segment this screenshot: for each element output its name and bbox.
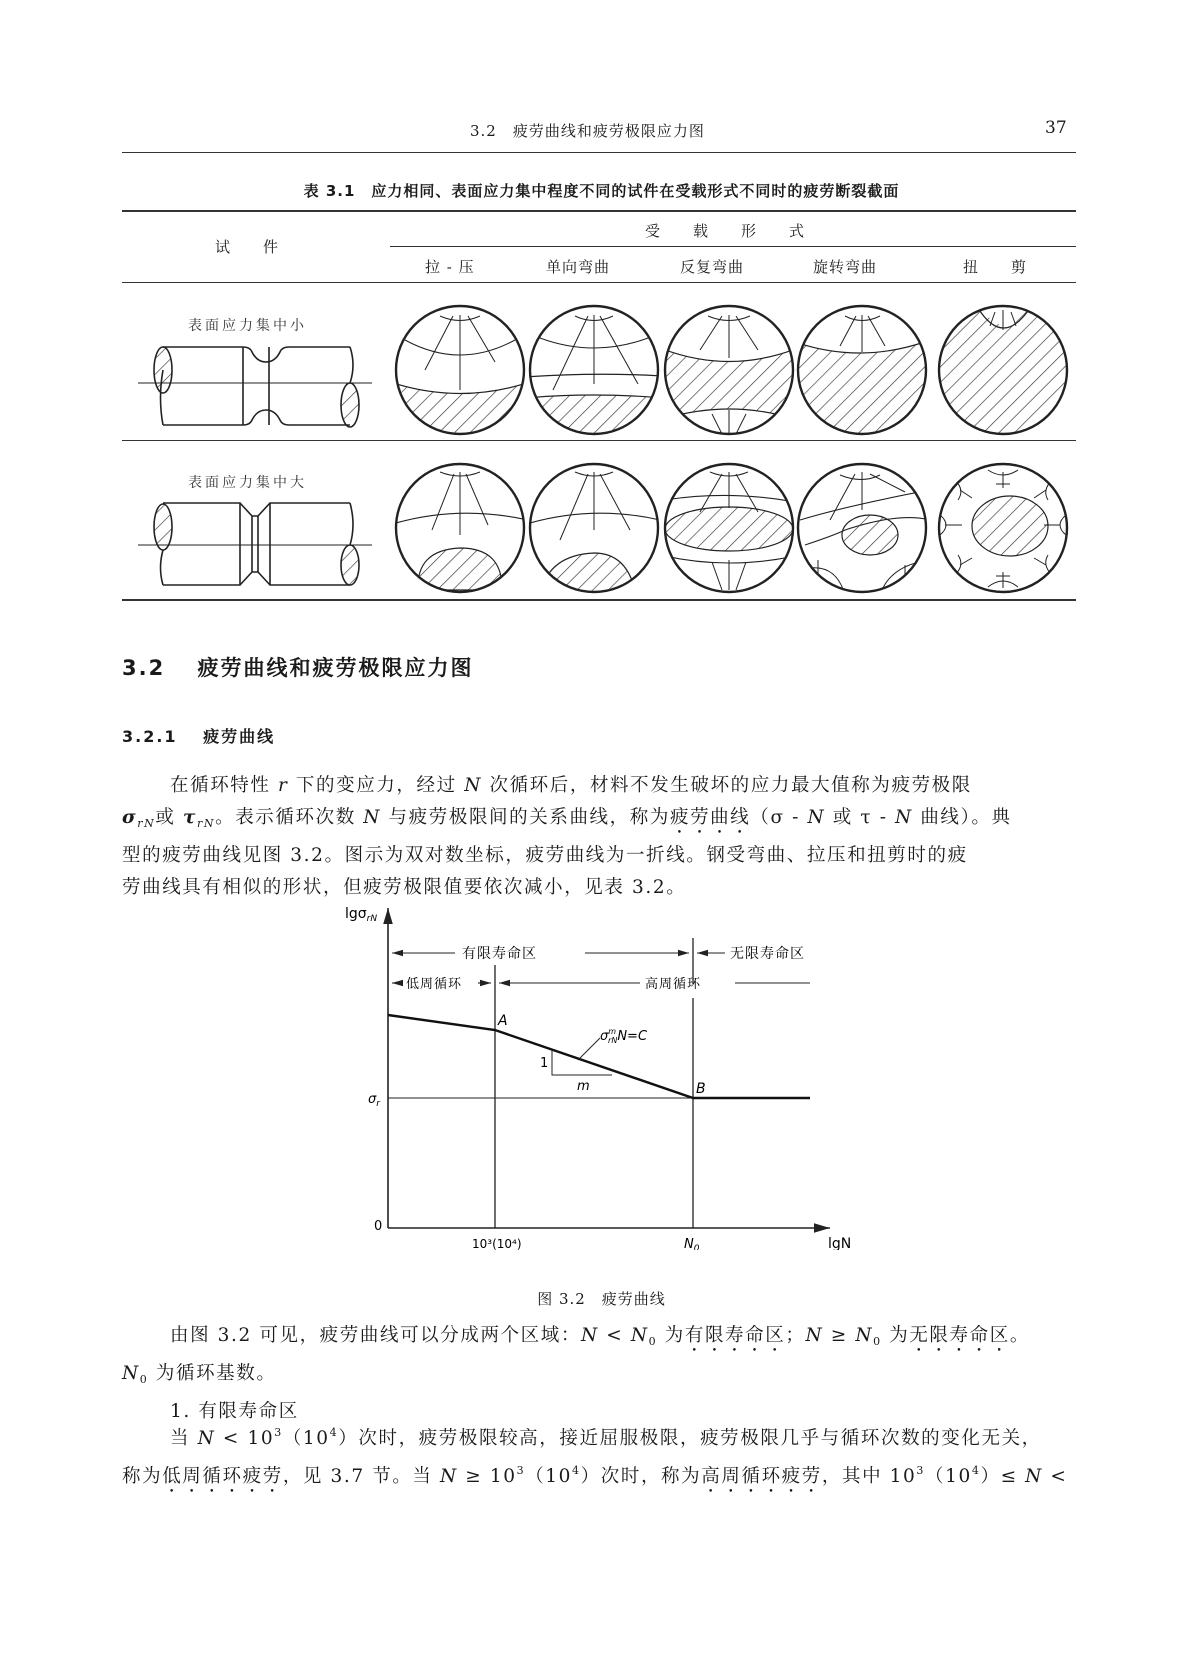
fatigue-curve-series — [388, 1015, 810, 1098]
fracture-section-rotating-bending-small — [795, 306, 930, 440]
slope-run-label: m — [577, 1079, 590, 1094]
fracture-section-unidirectional-bending-small — [525, 306, 663, 440]
region-label: 低周循环 — [406, 977, 463, 992]
specimen-large-concentration-drawing — [138, 503, 372, 585]
region-label: 高周循环 — [645, 977, 702, 992]
paragraph-low-high-cycle: 当 $N < 10^3(10^4)$次时，疲劳极限较高，接近屈服极限，疲劳极限几乎与循环次数的变化无关， 称为低周循环疲劳，见 3.7 节。当 $N \ge 10^3(10^4)$次时，称为高周循环疲劳，其中 $10^3(10^4)\le N$ < — [122, 1426, 1068, 1487]
table-caption: 表 3.1 应力相同、表面应力集中程度不同的试件在受载形式不同时的疲劳断裂截面 — [303, 182, 900, 200]
fracture-section-torsion-small — [935, 305, 1075, 440]
equation-label: $\sigma^m$ rNN=C — [600, 1027, 648, 1045]
table-header-load-type: 单向弯曲 — [546, 258, 611, 276]
equation-leader — [578, 1038, 600, 1060]
point-a-label: A — [498, 1013, 508, 1029]
fracture-section-tension-large — [396, 464, 528, 592]
origin-label: 0 — [374, 1219, 383, 1234]
fracture-section-reversed-bending-large — [665, 464, 795, 592]
fracture-section-reversed-bending-small — [660, 306, 798, 434]
table-header-specimen: 试 件 — [215, 238, 280, 256]
emphasis-term: 无限寿命区 — [909, 1325, 1010, 1346]
emphasis-term: 有限寿命区 — [684, 1325, 786, 1346]
y-tick-label: $\sigma_r$ — [368, 1092, 380, 1109]
x-tick-label: $N_0$ — [684, 1237, 700, 1250]
table-row-label: 表面应力集中大 — [188, 475, 307, 491]
list-item: 1. 有限寿命区 — [170, 1401, 299, 1422]
y-axis-label: lgσ$_{rN}$ — [345, 906, 378, 924]
paragraph-regions: 由图 3.2 可见，疲劳曲线可以分成两个区域：$N < N_0$ 为有限寿命区；$N \ge N_0$ 为无限寿命区。 $N_0$ 为循环基数。 1. 有限寿命区 — [122, 1320, 1077, 1428]
region-label: 有限寿命区 — [462, 946, 537, 962]
subsection-heading: 3.2.1 疲劳曲线 — [122, 727, 276, 746]
fracture-section-unidirectional-bending-large — [530, 464, 660, 595]
region-label: 无限寿命区 — [730, 946, 805, 962]
emphasis-term: 高周循环疲劳 — [701, 1466, 822, 1487]
slope-rise-label: 1 — [540, 1056, 549, 1071]
table-header-load-group: 受 载 形 式 — [645, 222, 806, 240]
table-drawings — [0, 0, 1203, 620]
fracture-section-rotating-bending-large — [798, 464, 930, 595]
point-b-label: B — [696, 1081, 706, 1097]
fracture-section-tension-small — [390, 306, 530, 440]
table-header-load-type: 反复弯曲 — [680, 258, 745, 276]
emphasis-term: 疲劳曲线 — [669, 807, 751, 828]
table-header-load-type: 拉 - 压 — [425, 258, 475, 276]
table-header-load-type: 旋转弯曲 — [813, 258, 878, 276]
table-row-label: 表面应力集中小 — [188, 318, 307, 334]
figure-caption: 图 3.2 疲劳曲线 — [537, 1290, 666, 1308]
section-heading: 3.2 疲劳曲线和疲劳极限应力图 — [122, 656, 474, 680]
running-header-title: 3.2 疲劳曲线和疲劳极限应力图 — [470, 122, 705, 140]
x-axis-label: lgN — [828, 1236, 852, 1250]
emphasis-term: 低周循环疲劳 — [162, 1466, 283, 1487]
page-number: 37 — [1045, 118, 1067, 138]
paragraph-fatigue-limit: 在循环特性 r 下的变应力，经过 N 次循环后，材料不发生破坏的应力最大值称为疲劳极限 $\sigma_{rN}$或 $\tau_{rN}$。表示循环次数 N 与疲劳极限间的关系曲线，称为疲劳曲线（σ - N 或 τ - N 曲线）。典 型的疲劳曲线见图 3.2。图示为双对数坐标，疲劳曲线为一折线。钢受弯曲、拉压和扭剪时的疲 劳曲线具有相似的形状，但疲劳极限值要依次减小，见表 3.2。 — [122, 775, 1012, 898]
specimen-small-concentration-drawing — [138, 347, 372, 427]
fatigue-curve-chart — [0, 900, 1203, 1250]
fracture-section-torsion-large — [939, 464, 1067, 592]
table-header-load-type: 扭 剪 — [963, 258, 1028, 276]
x-tick-label: 10³(10⁴) — [472, 1237, 522, 1250]
